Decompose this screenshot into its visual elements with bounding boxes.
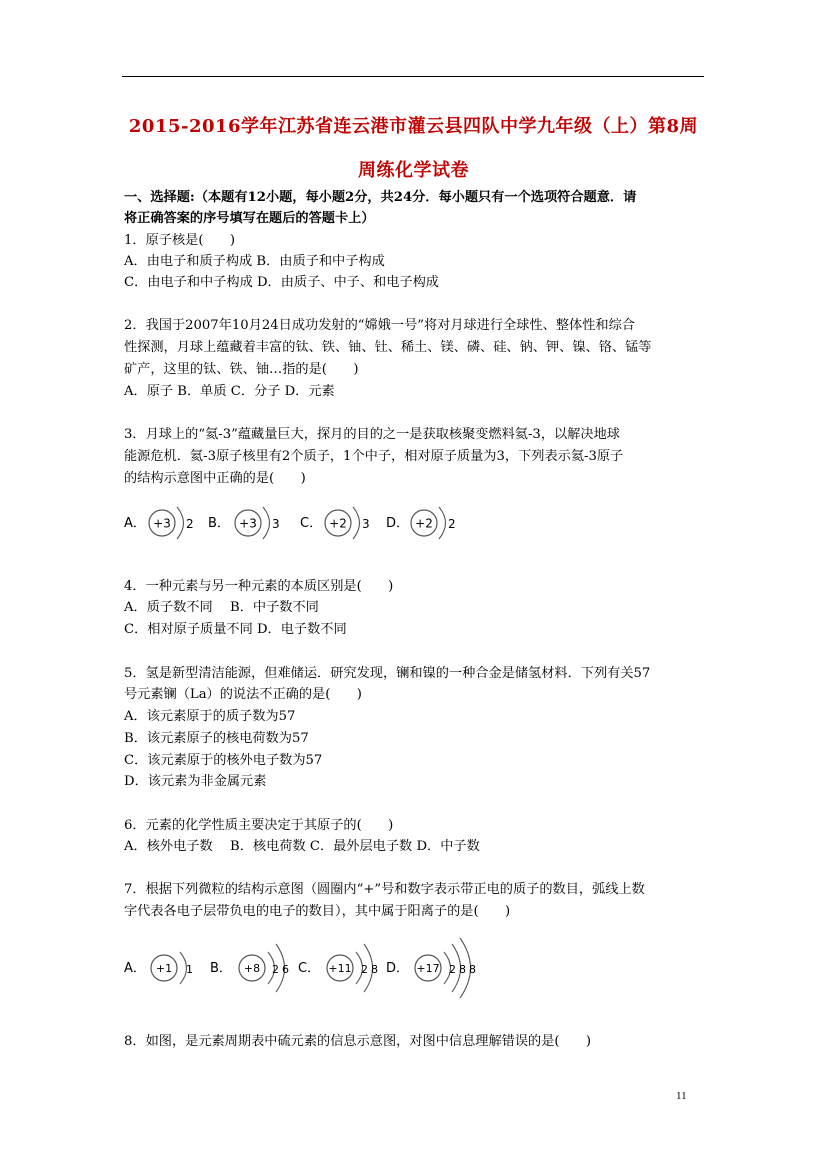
- q3-option-d-nucleus: +2: [415, 516, 433, 531]
- q5-option-b: B．该元素原子的核电荷数为57: [124, 731, 309, 746]
- q7-option-d-letter: D．: [386, 961, 410, 976]
- q3-option-b-nucleus: +3: [239, 516, 257, 531]
- header-rule: [122, 76, 704, 77]
- q3-option-b: [208, 507, 280, 539]
- q7-option-d-shell1: 2: [449, 963, 456, 976]
- q6-stem: 6．元素的化学性质主要决定于其原子的( ): [124, 818, 394, 833]
- page-number: 11: [676, 1090, 687, 1102]
- q3-option-a-shell1: 2: [186, 517, 194, 531]
- q3-atom-diagrams: [120, 502, 480, 546]
- section-heading-line2: 将正确答案的序号填写在题后的答题卡上）: [124, 211, 375, 226]
- electron-shell-arc: [177, 507, 184, 539]
- q1-options-line2: C．由电子和中子构成 D．由质子、中子、和电子构成: [124, 275, 439, 290]
- section-heading-line1: 一、选择题:（本题有12小题，每小题2分，共24分．每小题只有一个选项符合题意．请: [124, 190, 637, 205]
- electron-shell-arc: [353, 507, 360, 539]
- q3-option-b-letter: B．: [208, 516, 230, 531]
- q5-option-c: C．该元素原于的核外电子数为57: [124, 753, 323, 768]
- q3-option-d: [386, 507, 456, 539]
- electron-shell-arc: [439, 507, 446, 539]
- q1-stem: 1．原子核是( ): [124, 233, 235, 248]
- q3-option-c-shell1: 3: [362, 517, 370, 531]
- q3-option-d-letter: D．: [386, 516, 410, 531]
- q7-option-d: [386, 938, 476, 998]
- q4-options-line2: C．相对原子质量不同 D．电子数不同: [124, 622, 347, 637]
- q7-option-a-letter: A．: [124, 961, 146, 976]
- q3-option-a: [124, 507, 194, 539]
- q5-stem-line2: 号元素镧（La）的说法不正确的是( ): [124, 687, 362, 702]
- q3-option-b-shell1: 3: [272, 517, 280, 531]
- q7-option-a-shell1: 1: [186, 963, 193, 976]
- q7-stem-line2: 字代表各电子层带负电的电子的数目），其中属于阳离子的是( ): [124, 904, 511, 919]
- q4-options-line1: A．质子数不同 B．中子数不同: [124, 600, 319, 615]
- q7-option-b: [210, 944, 289, 992]
- q2-stem-line1: 2．我国于2007年10月24日成功发射的“嫦娥一号”将对月球进行全球性、整体性和综合: [124, 318, 635, 333]
- document-title-line1: 2015-2016学年江苏省连云港市灌云县四队中学九年级（上）第8周: [128, 116, 699, 137]
- q7-option-c: [298, 944, 378, 992]
- q2-stem-line3: 矿产，这里的钛、铁、铀…指的是( ): [124, 362, 359, 377]
- q4-stem: 4．一种元素与另一种元素的本质区别是( ): [124, 579, 394, 594]
- q7-option-b-shell1: 2: [272, 963, 279, 976]
- q3-option-d-shell1: 2: [448, 517, 456, 531]
- q7-option-c-shell1: 2: [361, 963, 368, 976]
- q1-options-line1: A．由电子和质子构成 B．由质子和中子构成: [124, 254, 385, 269]
- q7-option-b-shell2: 6: [282, 963, 289, 976]
- q3-option-c: [300, 507, 370, 539]
- q3-option-a-nucleus: +3: [153, 516, 171, 531]
- q7-option-b-nucleus: +8: [243, 962, 261, 975]
- q7-option-a: [124, 952, 193, 984]
- q7-option-b-letter: B．: [210, 961, 232, 976]
- document-title-line2: 周练化学试卷: [358, 160, 469, 181]
- q7-option-d-shell2: 8: [459, 963, 466, 976]
- q7-option-c-nucleus: +11: [328, 962, 352, 975]
- q7-option-c-shell2: 8: [371, 963, 378, 976]
- q5-option-a: A．该元素原于的质子数为57: [124, 709, 296, 724]
- q6-options: A．核外电子数 B．核电荷数 C．最外层电子数 D．中子数: [124, 839, 480, 854]
- q2-options: A．原子 B．单质 C．分子 D．元素: [124, 384, 335, 399]
- q3-option-c-nucleus: +2: [329, 516, 347, 531]
- q8-stem: 8．如图，是元素周期表中硫元素的信息示意图，对图中信息理解错误的是( ): [124, 1034, 592, 1049]
- q3-stem-line1: 3．月球上的“氦-3”蕴藏量巨大，探月的目的之一是获取核聚变燃料氦-3，以解决地球: [124, 427, 620, 442]
- electron-shell-arc: [263, 507, 270, 539]
- q3-stem-line2: 能源危机．氦-3原子核里有2个质子，1个中子，相对原子质量为3，下列表示氦-3原子: [124, 449, 624, 464]
- q7-option-a-nucleus: +1: [155, 962, 173, 975]
- q3-option-c-letter: C．: [300, 516, 323, 531]
- q3-option-a-letter: A．: [124, 516, 146, 531]
- q7-option-d-shell3: 8: [469, 963, 476, 976]
- q7-option-d-nucleus: +17: [416, 962, 440, 975]
- q5-option-d: D．该元素为非金属元素: [124, 774, 267, 789]
- q2-stem-line2: 性探测，月球上蕴藏着丰富的钛、铁、铀、钍、稀土、镁、磷、硅、钠、钾、镍、铬、锰等: [124, 340, 652, 355]
- q7-atom-diagrams: [120, 938, 500, 998]
- q3-stem-line3: 的结构示意图中正确的是( ): [124, 471, 306, 486]
- q7-stem-line1: 7．根据下列微粒的结构示意图（圆圈内“+”号和数字表示带正电的质子的数目，弧线上数: [124, 882, 645, 897]
- q5-stem-line1: 5．氢是新型清洁能源，但难储运．研究发现，镧和镍的一种合金是储氢材料．下列有关57: [124, 666, 651, 681]
- q7-option-c-letter: C．: [298, 961, 321, 976]
